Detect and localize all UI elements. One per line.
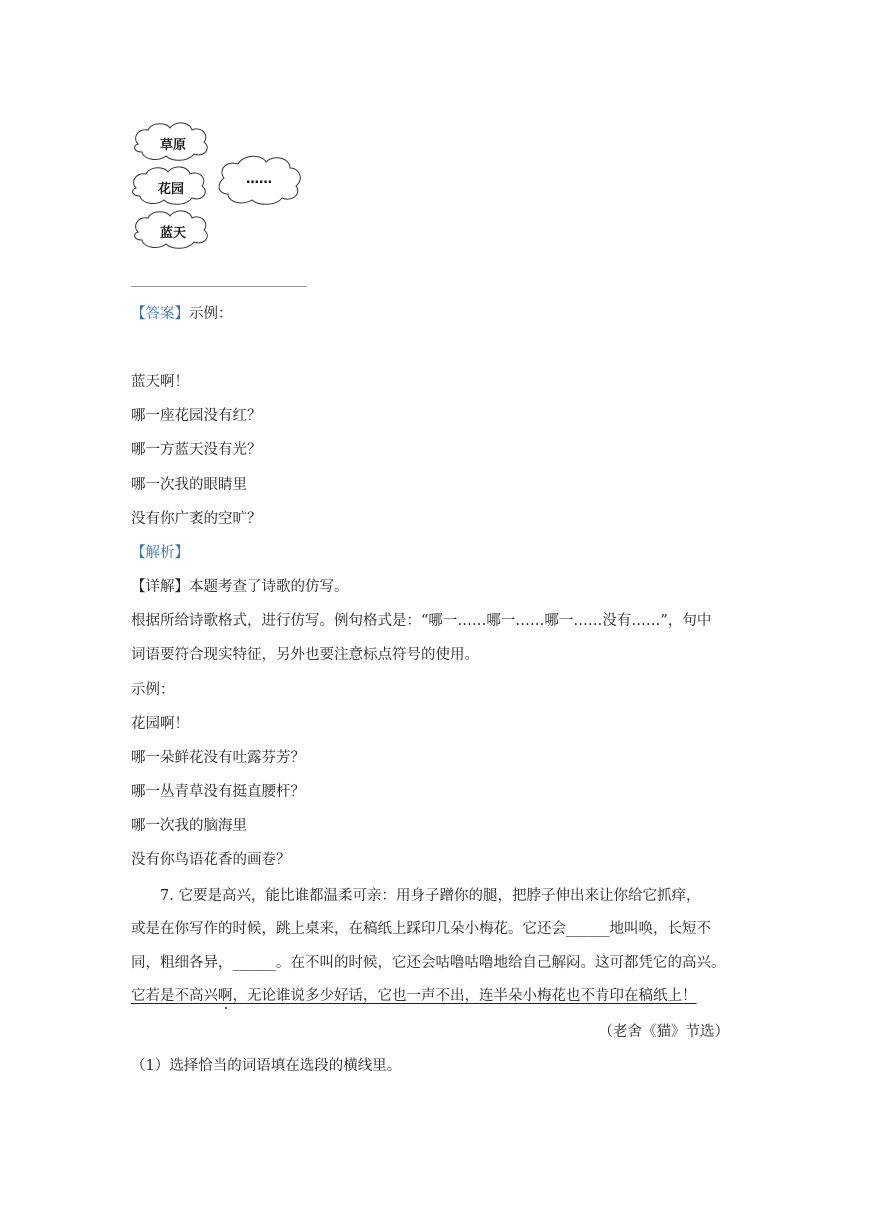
answer-line: 没有你广袤的空旷？ [131, 511, 262, 527]
q7-line-2-text-b: 地叫唤，长短不 [609, 921, 711, 937]
q7-blank-1: ______ [566, 921, 610, 937]
detail-text: 本题考查了诗歌的仿写。 [189, 579, 349, 595]
analysis-tag: 【解析】 [131, 545, 189, 561]
answer-line: 哪一方蓝天没有光？ [131, 442, 262, 458]
q7-line-3 [131, 953, 739, 973]
answer-line: 哪一座花园没有红？ [131, 408, 262, 424]
separator-line [131, 286, 307, 287]
example-line: 哪一丛青草没有挺直腰杆？ [131, 784, 305, 800]
q7-underlined-text-b: ，无论谁说多少好话，它也一声不出，连半朵小梅花也不肯印在稿纸上！ [232, 988, 697, 1004]
q7-dotted-char: 啊 [218, 988, 233, 1004]
q7-line-3-text-b: 。在不叫的时候，它还会咕噜咕噜地给自己解闷。这可都凭它的高兴。 [276, 955, 726, 971]
answer-tag: 【答案】 [131, 306, 189, 322]
answer-line: 哪一次我的眼睛里 [131, 477, 247, 493]
example-line: 花园啊！ [131, 716, 189, 732]
cloud-diagram [126, 112, 306, 262]
cloud-label-garden: 花园 [158, 182, 185, 197]
q7-subquestion-1: （1）选择恰当的词语填在选段的横线里。 [131, 1058, 402, 1074]
cloud-label-grassland: 草原 [160, 138, 187, 153]
example-line: 没有你鸟语花香的画卷？ [131, 852, 291, 868]
q7-line-2 [131, 919, 739, 939]
cloud-label-ellipsis: …… [246, 172, 272, 187]
analysis-paragraph-line-2: 词语要符合现实特征，另外也要注意标点符号的使用。 [131, 647, 479, 663]
example-line: 哪一朵鲜花没有吐露芬芳？ [131, 750, 305, 766]
analysis-paragraph-line-1: 根据所给诗歌格式，进行仿写。例句格式是：“哪一……哪一……哪一……没有……”，句中 [131, 613, 712, 629]
cloud-label-sky: 蓝天 [160, 226, 187, 241]
detail-line [131, 577, 349, 597]
detail-tag: 【详解】 [131, 579, 189, 595]
cloud-shapes [126, 112, 306, 262]
q7-line-2-text-a: 或是在你写作的时候，跳上桌来，在稿纸上踩印几朵小梅花。它还会 [131, 921, 566, 937]
q7-blank-2: ______ [232, 955, 276, 971]
q7-line-4 [131, 986, 739, 1006]
q7-line-3-text-a: 同，粗细各异， [131, 955, 233, 971]
example-label: 示例： [131, 682, 175, 698]
q7-underlined-text-a: 它若是不高兴 [131, 988, 218, 1004]
example-line: 哪一次我的脑海里 [131, 818, 247, 834]
answer-heading [131, 304, 233, 324]
answer-lead: 示例： [189, 306, 233, 322]
answer-line: 蓝天啊！ [131, 374, 189, 390]
q7-line-1: 7. 它要是高兴，能比谁都温柔可亲：用身子蹭你的腿，把脖子伸出来让你给它抓痒， [160, 888, 701, 904]
q7-source: （老舍《猫》节选） [598, 1024, 729, 1040]
